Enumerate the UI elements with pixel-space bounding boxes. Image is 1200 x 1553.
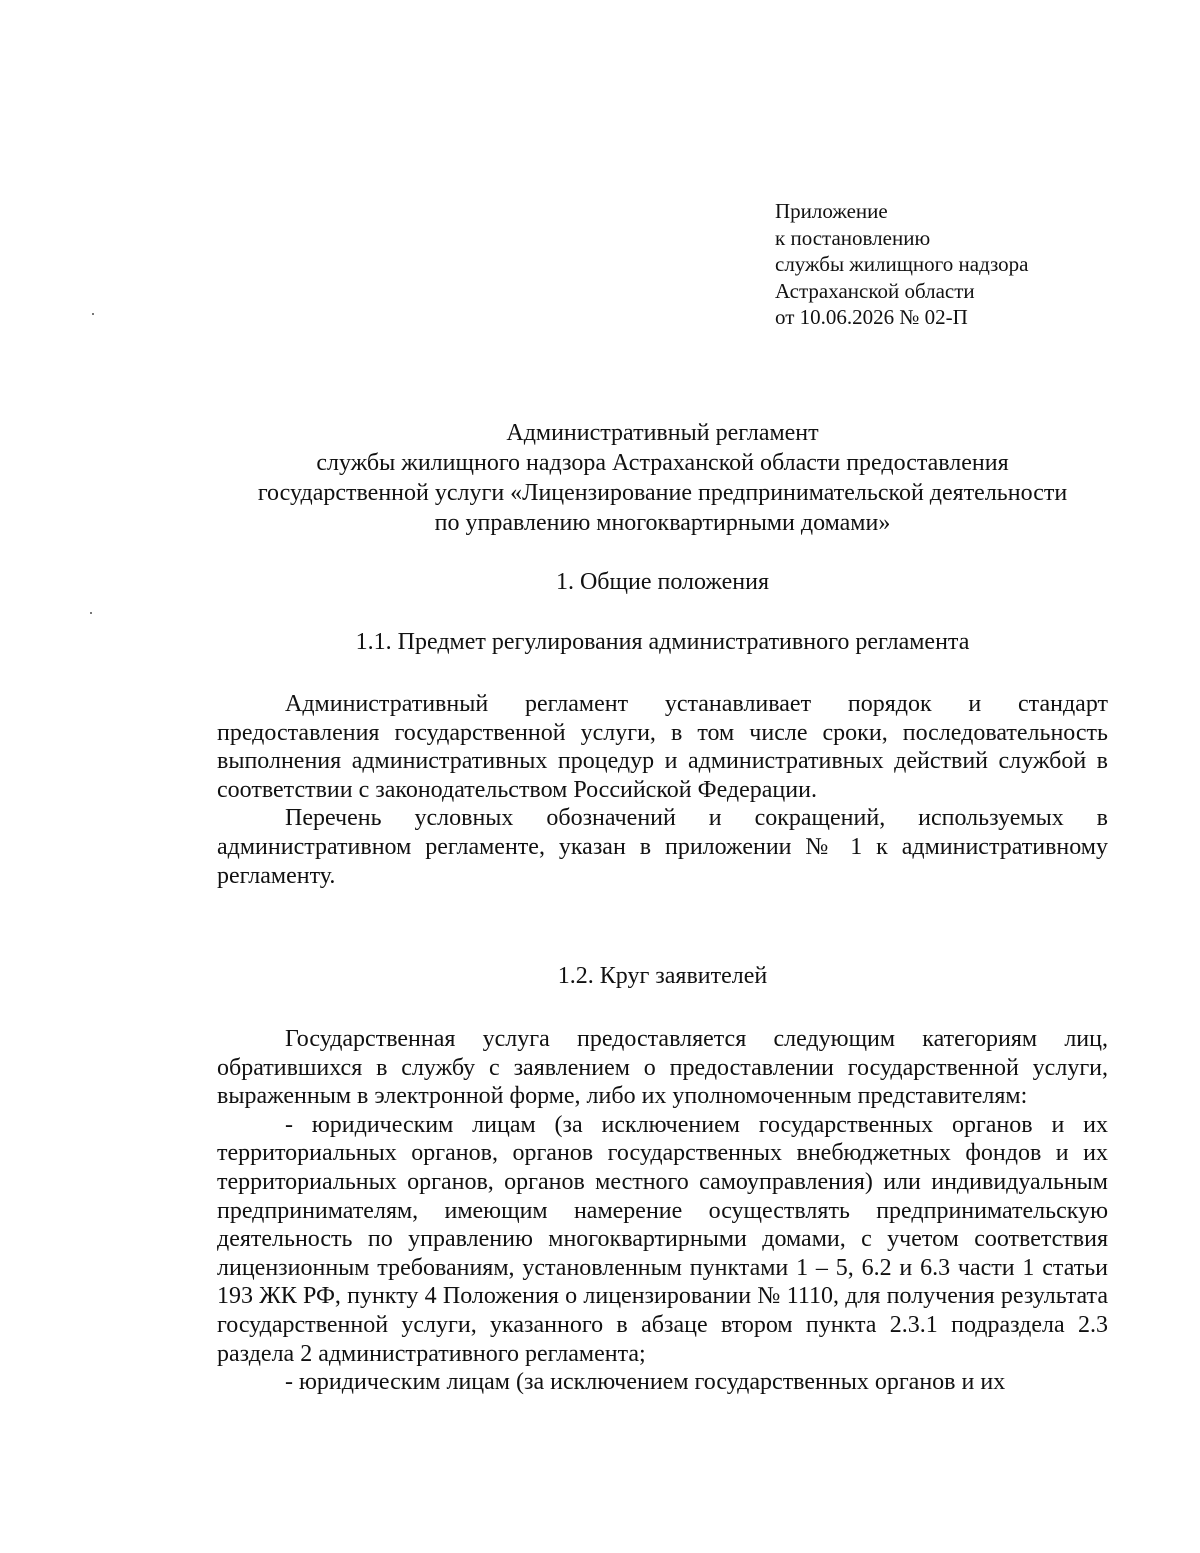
approval-line: Приложение [775,199,888,223]
list-item: - юридическим лицам (за исключением государственных органов и их территориальных органов, органов государственных внебюджетных фондов и их территориальных органов, органов местного самоуправления) или индивидуальным предпринимателям, имеющим намерение осуществлять предпринимательскую деятельность по управлению многоквартирными домами, с учетом соответствия лицензионным требованиям, установленным пунктами 1 – 5, 6.2 и 6.3 части 1 статьи 193 ЖК РФ, пункту 4 Положения о лицензировании № 1110, для получения результата государственной услуги, указанного в абзаце втором пункта 2.3.1 подраздела 2.3 раздела 2 административного регламента; [217,1111,1108,1367]
paragraph: Административный регламент устанавливает порядок и стандарт предоставления государственной услуги, в том числе сроки, последовательность выполнения административных процедур и административных действий службой в соответствии с законодательством Российской Федерации. [217,691,1108,803]
section-heading: 1. Общие положения [555,569,770,595]
subsection-heading: 1.1. Предмет регулирования административного регламента [355,629,970,655]
approval-line: службы жилищного надзора [775,252,1029,276]
title-line: Административный регламент [506,420,819,446]
paragraph: Государственная услуга предоставляется следующим категориям лиц, обратившихся в службу с заявлением о предоставлении государственной услуги, выраженным в электронной форме, либо их уполномоченным представителям: [217,1026,1108,1110]
approval-line: к постановлению [775,225,931,250]
approval-block [775,198,1029,331]
approval-line: от 10.06.2026 № 02-П [775,305,968,329]
scan-speck [90,612,92,614]
subsection-body [217,1025,1108,1397]
title-line: службы жилищного надзора Астраханской области предоставления [316,450,1009,476]
title-line: по управлению многоквартирными домами» [434,510,891,536]
document-title [215,418,1110,538]
paragraph: Перечень условных обозначений и сокращений, используемых в административном регламенте, указан в приложении № 1 к административному регламенту. [217,805,1108,889]
title-line: государственной услуги «Лицензирование предпринимательской деятельности [257,480,1068,506]
approval-line: Астраханской области [775,278,975,303]
subsection-heading: 1.2. Круг заявителей [557,963,768,989]
scan-speck [92,313,94,315]
subsection-body [217,690,1108,890]
list-item: - юридическим лицам (за исключением государственных органов и их [285,1369,1006,1396]
